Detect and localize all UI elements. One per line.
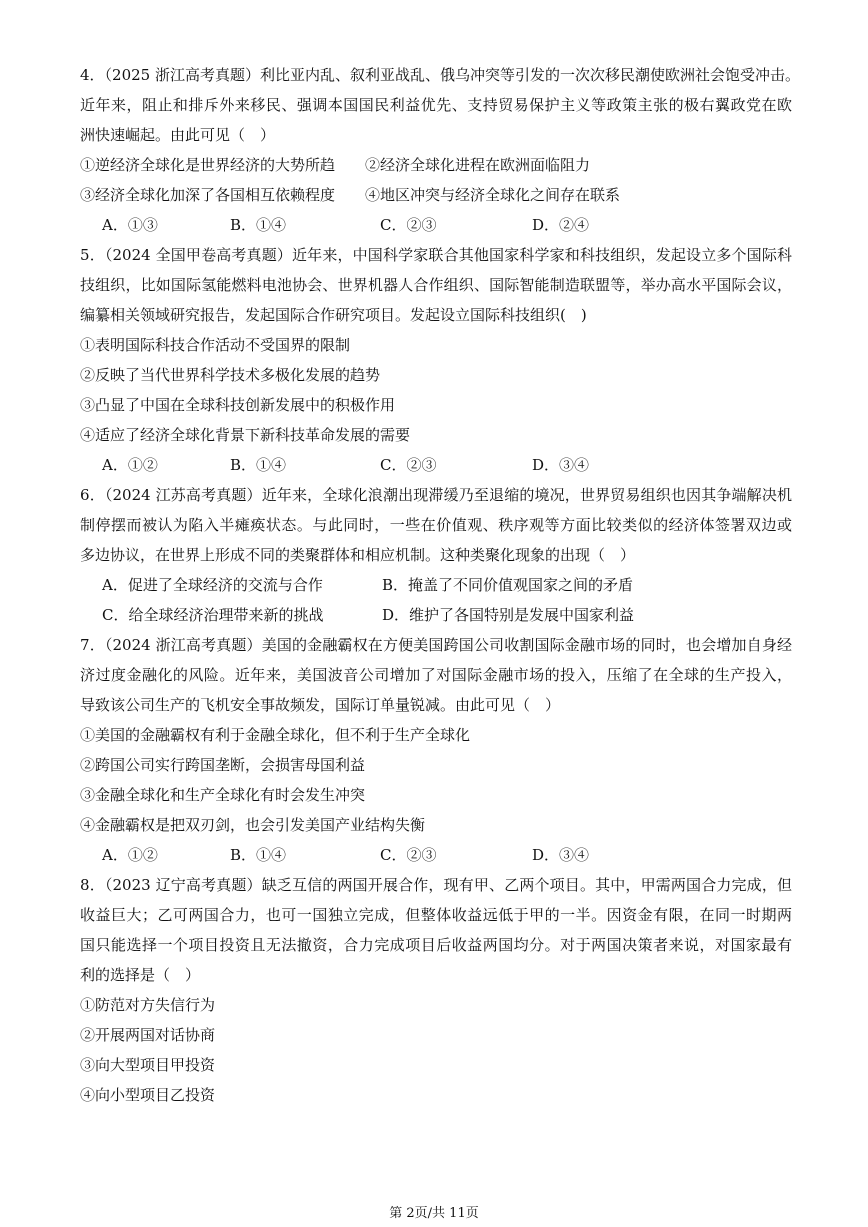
question-stem-line: 济过度金融化的风险。近年来，美国波音公司增加了对国际金融市场的投入，压缩了在全球的生产投入， (80, 666, 792, 684)
question-stem-line: 5．（2024 全国甲卷高考真题）近年来，中国科学家联合其他国家科学家和科技组织，发起设立多个国际科 (80, 246, 792, 264)
question-stem-line: 6．（2024 江苏高考真题）近年来，全球化浪潮出现滞缓乃至退缩的境况，世界贸易组织也因其争端解决机 (80, 486, 792, 504)
option-d: D．③④ (532, 846, 590, 864)
question-6 (80, 480, 792, 570)
option-c: C．②③ (380, 456, 437, 474)
statement-line: ①美国的金融霸权有利于金融全球化，但不利于生产全球化 (80, 726, 471, 744)
statement-line: ④适应了经济全球化背景下新科技革命发展的需要 (80, 426, 411, 444)
statement-line: ③凸显了中国在全球科技创新发展中的积极作用 (80, 396, 396, 414)
statement-line: ④向小型项目乙投资 (80, 1086, 216, 1104)
statement-line: ②反映了当代世界科学技术多极化发展的趋势 (80, 366, 381, 384)
question-stem-line: 洲快速崛起。由此可见（ ） (80, 126, 276, 144)
answer-options (80, 450, 792, 480)
option-d: D．③④ (532, 456, 590, 474)
question-stem-line: 4．（2025 浙江高考真题）利比亚内乱、叙利亚战乱、俄乌冲突等引发的一次次移民潮使欧洲社会饱受冲击。 (80, 66, 800, 84)
statement-line: ②跨国公司实行跨国垄断，会损害母国利益 (80, 756, 366, 774)
option-d: D．维护了各国特别是发展中国家利益 (382, 606, 635, 624)
option-c: C．给全球经济治理带来新的挑战 (102, 606, 324, 624)
answer-options (80, 570, 792, 600)
question-stem-line: 收益巨大；乙可两国合力，也可一国独立完成，但整体收益远低于甲的一半。因资金有限，在同一时期两 (80, 906, 792, 924)
answer-options (80, 840, 792, 870)
option-b: B．①④ (230, 846, 287, 864)
question-stem-line: 制停摆而被认为陷入半瘫痪状态。与此同时，一些在价值观、秩序观等方面比较类似的经济体签署双边或 (80, 516, 792, 534)
answer-options (80, 210, 792, 240)
option-b: B．①④ (230, 456, 287, 474)
statement-line: ④金融霸权是把双刃剑，也会引发美国产业结构失衡 (80, 816, 426, 834)
statement-line: ③向大型项目甲投资 (80, 1056, 216, 1074)
statement-line: ①逆经济全球化是世界经济的大势所趋 ②经济全球化进程在欧洲面临阻力 (80, 156, 591, 174)
option-a: A．促进了全球经济的交流与合作 (102, 576, 323, 594)
question-stem-line: 8．（2023 辽宁高考真题）缺乏互信的两国开展合作，现有甲、乙两个项目。其中，甲需两国合力完成，但 (80, 876, 792, 894)
question-stem-line: 导致该公司生产的飞机安全事故频发，国际订单量锐减。由此可见（ ） (80, 696, 561, 714)
question-stem-line: 利的选择是（ ） (80, 966, 201, 984)
option-c: C．②③ (380, 216, 437, 234)
statement-line: ①表明国际科技合作活动不受国界的限制 (80, 336, 351, 354)
statement-line: ③金融全球化和生产全球化有时会发生冲突 (80, 786, 366, 804)
question-stem-line: 近年来，阻止和排斥外来移民、强调本国国民利益优先、支持贸易保护主义等政策主张的极右翼政党在欧 (80, 96, 792, 114)
option-a: A．①③ (102, 216, 158, 234)
question-stem-line: 7．（2024 浙江高考真题）美国的金融霸权在方便美国跨国公司收割国际金融市场的同时，也会增加自身经 (80, 636, 792, 654)
question-stem-line: 编纂相关领域研究报告，发起国际合作研究项目。发起设立国际科技组织( ) (80, 306, 587, 324)
answer-options (80, 600, 792, 630)
option-c: C．②③ (380, 846, 437, 864)
question-stem-line: 技组织，比如国际氢能燃料电池协会、世界机器人合作组织、国际智能制造联盟等，举办高水平国际会议， (80, 276, 792, 294)
question-4 (80, 60, 800, 210)
question-8 (80, 870, 792, 1110)
option-a: A．①② (102, 456, 158, 474)
question-5 (80, 240, 792, 450)
page-number-footer: 第 2页/共 11页 (389, 1206, 479, 1221)
statement-line: ③经济全球化加深了各国相互依赖程度 ④地区冲突与经济全球化之间存在联系 (80, 186, 621, 204)
option-b: B．①④ (230, 216, 287, 234)
statement-line: ②开展两国对话协商 (80, 1026, 216, 1044)
question-stem-line: 多边协议，在世界上形成不同的类聚群体和相应机制。这种类聚化现象的出现（ ） (80, 546, 636, 564)
option-d: D．②④ (532, 216, 590, 234)
option-b: B．掩盖了不同价值观国家之间的矛盾 (382, 576, 634, 594)
statement-line: ①防范对方失信行为 (80, 996, 216, 1014)
question-7 (80, 630, 792, 840)
question-stem-line: 国只能选择一个项目投资且无法撤资，合力完成项目后收益两国均分。对于两国决策者来说，对国家最有 (80, 936, 792, 954)
option-a: A．①② (102, 846, 158, 864)
